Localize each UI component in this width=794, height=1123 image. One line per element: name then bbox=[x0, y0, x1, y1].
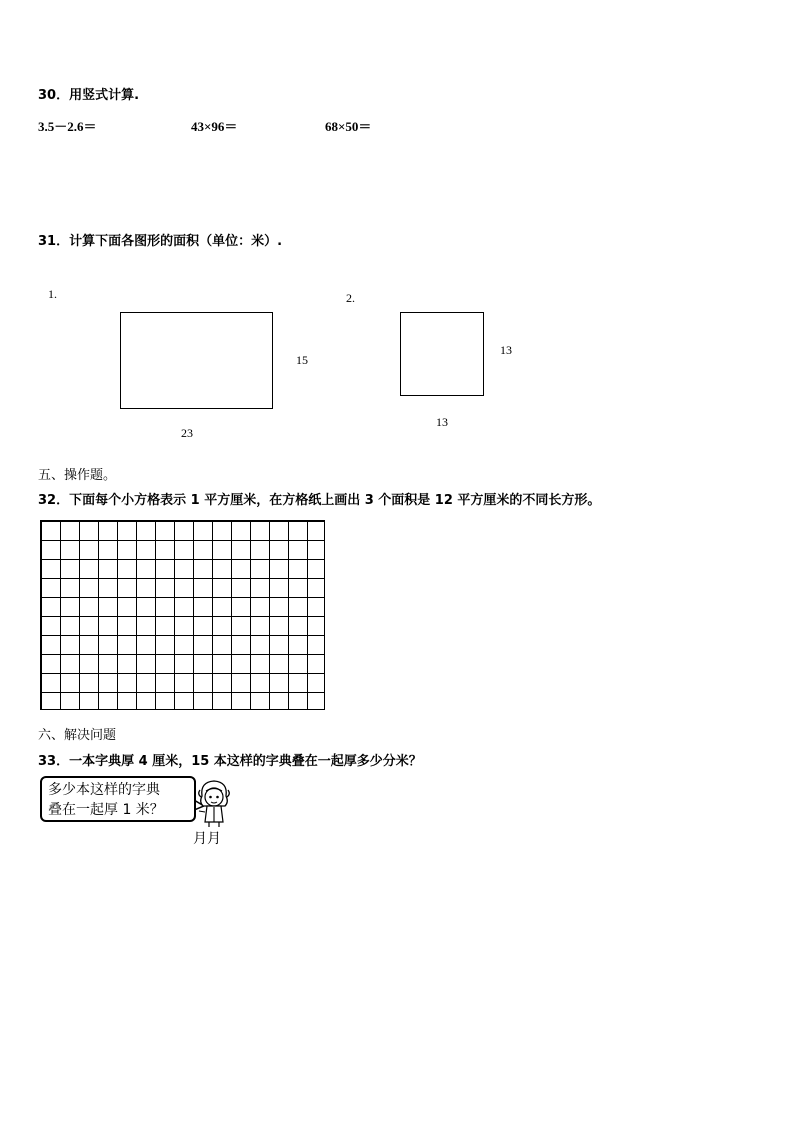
fig2-side-right-label: 13 bbox=[500, 343, 512, 357]
character-name: 月月 bbox=[193, 831, 221, 847]
bubble-line-2: 叠在一起厚 1 米？ bbox=[48, 802, 164, 818]
fig1-width-label: 23 bbox=[181, 426, 193, 440]
speech-bubble bbox=[40, 776, 196, 822]
q30-expr-3: 68×50＝ bbox=[325, 119, 372, 134]
rectangle-figure bbox=[120, 312, 273, 409]
q33-title: 33．一本字典厚 4 厘米，15 本这样的字典叠在一起厚多少分米？ bbox=[38, 754, 422, 769]
q30-expr-2: 43×96＝ bbox=[191, 119, 238, 134]
q30-title: 30．用竖式计算. bbox=[38, 88, 140, 103]
q31-title: 31．计算下面各图形的面积（单位：米）. bbox=[38, 234, 283, 249]
graph-paper-grid[interactable] bbox=[40, 520, 325, 710]
q32-title: 32．下面每个小方格表示 1 平方厘米，在方格纸上画出 3 个面积是 12 平方厘米的不同长方形。 bbox=[38, 493, 601, 508]
section5-title: 五、操作题。 bbox=[38, 468, 117, 483]
girl-character-icon bbox=[196, 778, 232, 828]
fig1-label: 1. bbox=[48, 287, 57, 301]
section6-title: 六、解决问题 bbox=[38, 728, 117, 743]
bubble-line-1: 多少本这样的字典 bbox=[48, 782, 160, 798]
fig2-side-bottom-label: 13 bbox=[436, 415, 448, 429]
q30-expr-1: 3.5－2.6＝ bbox=[38, 119, 97, 134]
fig1-height-label: 15 bbox=[296, 353, 308, 367]
fig2-label: 2. bbox=[346, 291, 355, 305]
square-figure bbox=[400, 312, 484, 396]
